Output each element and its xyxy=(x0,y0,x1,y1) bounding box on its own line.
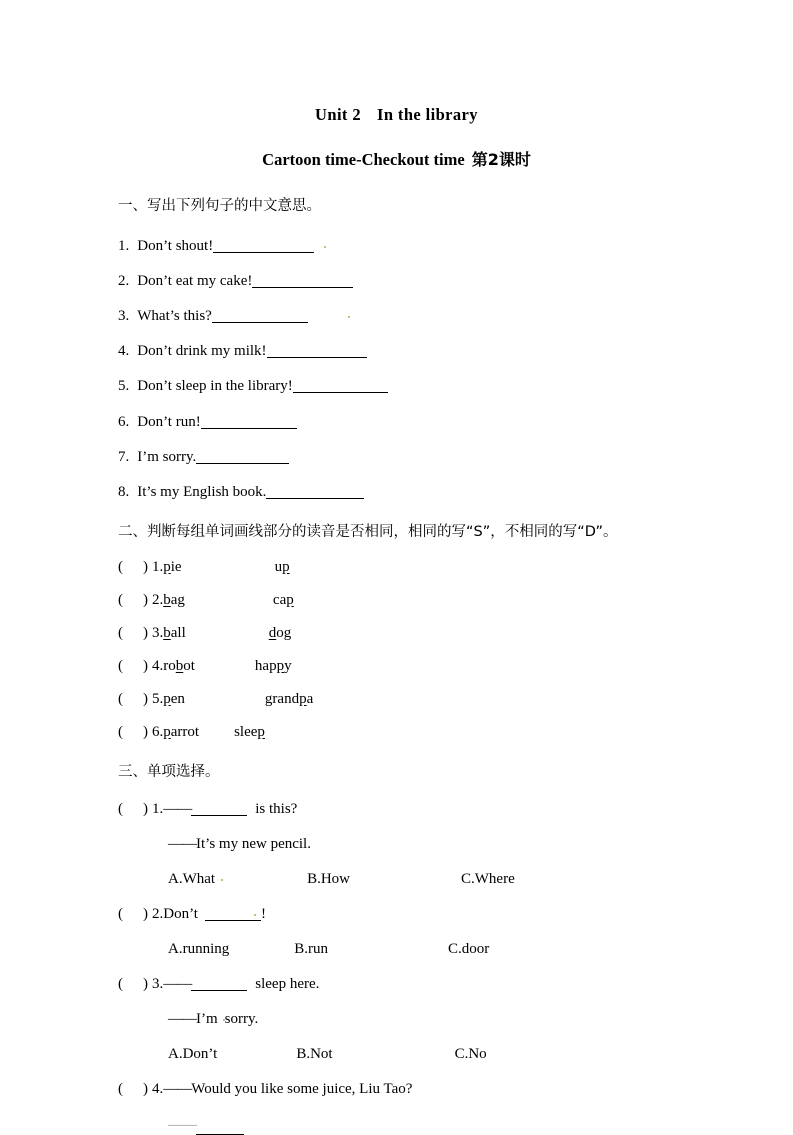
page-title-lesson: In the library xyxy=(377,105,478,124)
answer-blank[interactable] xyxy=(213,240,314,253)
page-subtitle-en: Cartoon time-Checkout time xyxy=(262,149,465,169)
option-a[interactable]: A.Don’t xyxy=(168,1045,218,1062)
word-second: sleep xyxy=(234,724,265,740)
item-number: 4. xyxy=(118,342,130,359)
em-dash: —— xyxy=(163,1080,192,1097)
underlined-part: p xyxy=(276,658,285,674)
section-2-item xyxy=(0,575,793,608)
item-number: 7. xyxy=(118,448,130,465)
item-text: Don’t eat my cake! xyxy=(137,272,253,289)
section-1-heading: 一、写出下列句子的中文意思。 xyxy=(118,198,321,214)
answer-parenthesis[interactable]: ( ) xyxy=(118,559,148,575)
item-text: What’s this? xyxy=(137,307,212,324)
section-3-question xyxy=(0,780,793,817)
item-number: 1. xyxy=(152,800,164,817)
answer-blank[interactable] xyxy=(212,310,308,323)
section-1-item xyxy=(0,394,793,430)
word-first: parrot xyxy=(163,724,200,740)
answer-parenthesis[interactable]: ( ) xyxy=(118,724,148,740)
section-1-item xyxy=(0,465,793,500)
section-3-answer-line xyxy=(0,992,793,1027)
item-number: 2. xyxy=(118,272,130,289)
section-2-item xyxy=(0,707,793,740)
answer-text: sorry. xyxy=(224,1010,259,1027)
item-text: It’s my English book. xyxy=(137,483,267,500)
page-subtitle xyxy=(0,124,793,169)
item-text: Don’t sleep in the library! xyxy=(137,377,293,394)
question-tail: is this? xyxy=(255,800,298,817)
item-number: 3. xyxy=(118,307,130,324)
section-2-heading: 二、判断每组单词画线部分的读音是否相同，相同的写“S”，不相同的写“D”。 xyxy=(118,523,618,540)
word-second: happy xyxy=(254,658,292,674)
em-dash: —— xyxy=(168,1010,196,1027)
underlined-part: p xyxy=(282,559,290,575)
answer-blank[interactable] xyxy=(205,908,261,921)
word-first: bag xyxy=(163,592,185,608)
option-c[interactable]: C.Where xyxy=(461,870,515,887)
option-b[interactable]: B.How xyxy=(307,870,350,887)
word-first: pen xyxy=(163,691,185,707)
answer-text: It’s my new pencil. xyxy=(196,835,311,852)
underlined-part: p xyxy=(299,691,307,707)
section-1-item xyxy=(0,214,793,254)
answer-blank[interactable] xyxy=(196,1122,244,1135)
underlined-part: p xyxy=(286,592,294,608)
answer-blank[interactable] xyxy=(191,978,247,991)
em-dash: —— xyxy=(163,975,192,992)
section-1-item xyxy=(0,430,793,465)
item-number: 4. xyxy=(152,658,164,674)
answer-blank[interactable] xyxy=(201,416,297,429)
item-number: 5. xyxy=(118,377,130,394)
item-number: 6. xyxy=(152,724,164,740)
word-first: robot xyxy=(163,658,195,674)
item-number: 4. xyxy=(152,1080,164,1097)
answer-blank[interactable] xyxy=(252,275,353,288)
answer-blank[interactable] xyxy=(191,803,247,816)
item-text: Don’t shout! xyxy=(137,237,214,254)
answer-parenthesis[interactable]: ( ) xyxy=(118,905,148,922)
em-dash: —— xyxy=(168,1116,196,1133)
item-number: 2. xyxy=(152,592,164,608)
answer-blank[interactable] xyxy=(196,451,289,464)
underlined-part: b xyxy=(163,592,171,608)
item-text: Don’t drink my milk! xyxy=(137,342,267,359)
answer-text-pre: I’m xyxy=(196,1010,218,1027)
word-second: cap xyxy=(272,592,294,608)
section-3-answer-line xyxy=(0,1097,793,1135)
section-2-item xyxy=(0,608,793,641)
section-3-options xyxy=(0,922,793,957)
section-3-question xyxy=(0,887,793,922)
underlined-part: b xyxy=(163,625,171,641)
em-dash: —— xyxy=(168,835,196,852)
word-first: ball xyxy=(163,625,186,641)
section-1-item xyxy=(0,359,793,394)
answer-parenthesis[interactable]: ( ) xyxy=(118,592,148,608)
underlined-part: p xyxy=(163,691,171,707)
page-subtitle-cn: 第2课时 xyxy=(471,149,531,169)
question-text: Would you like some juice, Liu Tao? xyxy=(191,1080,413,1097)
answer-parenthesis[interactable]: ( ) xyxy=(118,800,148,817)
underlined-part: b xyxy=(175,658,184,674)
item-number: 1. xyxy=(118,237,130,254)
option-b[interactable]: B.Not xyxy=(296,1045,333,1062)
underlined-part: d xyxy=(268,625,277,641)
underlined-part: p xyxy=(163,724,171,740)
underlined-part: p xyxy=(163,559,171,575)
section-2-item xyxy=(0,539,793,575)
item-number: 3. xyxy=(152,975,164,992)
answer-parenthesis[interactable]: ( ) xyxy=(118,691,148,707)
option-c[interactable]: C.No xyxy=(454,1045,487,1062)
word-first: pie xyxy=(163,559,182,575)
item-number: 5. xyxy=(152,691,164,707)
answer-blank[interactable] xyxy=(293,380,388,393)
option-a[interactable]: A.running xyxy=(168,940,230,957)
answer-parenthesis[interactable]: ( ) xyxy=(118,625,148,641)
item-text: Don’t run! xyxy=(137,413,201,430)
underlined-part: p xyxy=(257,724,265,740)
section-3-answer-line xyxy=(0,817,793,852)
question-tail: ! xyxy=(260,905,266,922)
item-number: 6. xyxy=(118,413,130,430)
question-tail: sleep here. xyxy=(255,975,320,992)
section-3-question xyxy=(0,1062,793,1097)
word-second: dog xyxy=(268,625,292,641)
section-1-item xyxy=(0,324,793,359)
section-3-heading: 三、单项选择。 xyxy=(118,764,220,780)
answer-blank[interactable] xyxy=(267,345,367,358)
option-c[interactable]: C.door xyxy=(448,940,490,957)
option-a[interactable]: A.What xyxy=(168,870,216,887)
item-number: 8. xyxy=(118,483,130,500)
section-3-question xyxy=(0,957,793,992)
word-second: grandpa xyxy=(264,691,314,707)
answer-parenthesis[interactable]: ( ) xyxy=(118,1080,148,1097)
page-title xyxy=(0,0,793,124)
word-second: up xyxy=(274,559,290,575)
em-dash: —— xyxy=(163,800,192,817)
section-1-item xyxy=(0,289,793,324)
item-number: 2. xyxy=(152,905,164,922)
question-stem: Don’t xyxy=(163,905,198,922)
item-text: I’m sorry. xyxy=(137,448,197,465)
section-2-item xyxy=(0,674,793,707)
answer-blank[interactable] xyxy=(266,486,364,499)
option-b[interactable]: B.run xyxy=(294,940,328,957)
answer-parenthesis[interactable]: ( ) xyxy=(118,975,148,992)
section-2-item xyxy=(0,641,793,674)
section-3-options xyxy=(0,1027,793,1062)
page-title-unit: Unit 2 xyxy=(315,105,361,124)
section-1-item xyxy=(0,254,793,289)
item-number: 1. xyxy=(152,559,164,575)
item-number: 3. xyxy=(152,625,164,641)
section-3-options xyxy=(0,852,793,887)
answer-parenthesis[interactable]: ( ) xyxy=(118,658,148,674)
